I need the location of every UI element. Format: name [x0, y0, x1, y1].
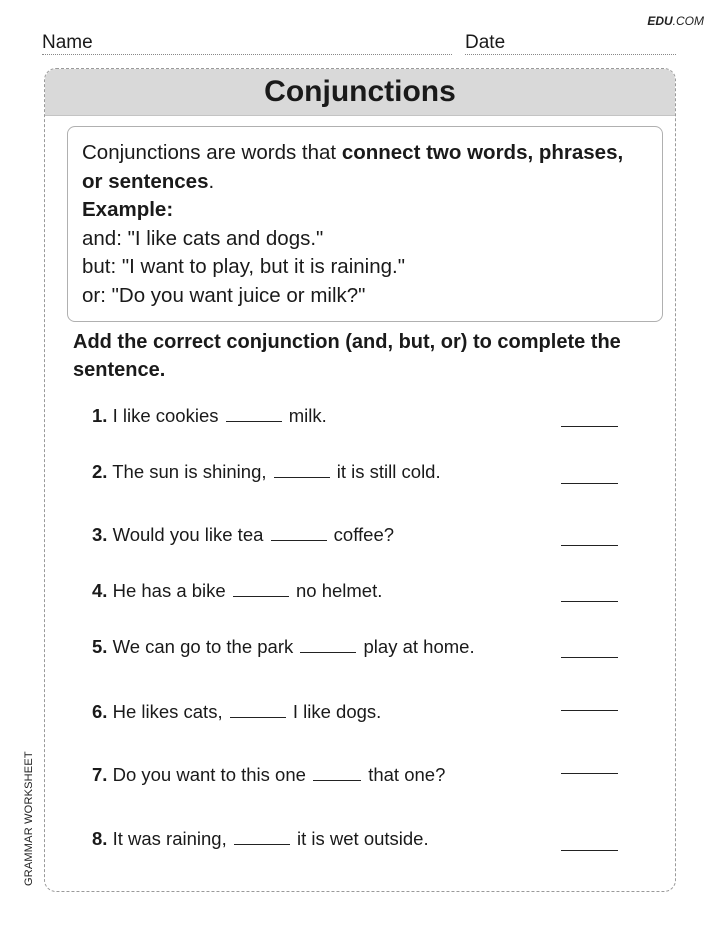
intro-plain: Conjunctions are words that [82, 141, 342, 164]
question-4: 4. He has a bike no helmet. [92, 580, 383, 601]
inline-blank[interactable] [274, 476, 330, 478]
inline-blank[interactable] [313, 779, 361, 781]
date-field[interactable] [465, 32, 676, 55]
inline-blank[interactable] [233, 595, 289, 597]
page-title: Conjunctions [264, 75, 456, 108]
inline-blank[interactable] [230, 716, 286, 718]
answer-line-5[interactable] [561, 656, 618, 658]
date-label: Date [465, 32, 506, 53]
example-or: or: "Do you want juice or milk?" [82, 283, 366, 307]
intro-definition [82, 139, 648, 196]
worksheet-card [44, 68, 676, 892]
side-label: GRAMMAR WORKSHEET [23, 751, 35, 886]
brand-edu: EDU [647, 14, 673, 28]
intro-end: . [208, 169, 215, 193]
name-field[interactable] [42, 32, 452, 55]
answer-line-6[interactable] [561, 709, 618, 711]
instruction: Add the correct conjunction (and, but, or) to complete the sentence. [73, 331, 621, 381]
answer-line-1[interactable] [561, 425, 618, 427]
question-8: 8. It was raining, it is wet outside. [92, 828, 429, 849]
answer-line-2[interactable] [561, 482, 618, 484]
question-7: 7. Do you want to this one that one? [92, 764, 446, 785]
answer-line-4[interactable] [561, 600, 618, 602]
name-label: Name [42, 32, 93, 53]
example-and: and: "I like cats and dogs." [82, 226, 324, 250]
question-2: 2. The sun is shining, it is still cold. [92, 461, 441, 482]
question-5: 5. We can go to the park play at home. [92, 636, 475, 657]
inline-blank[interactable] [300, 651, 356, 653]
answer-line-3[interactable] [561, 544, 618, 546]
example-label: Example: [82, 198, 174, 221]
inline-blank[interactable] [271, 539, 327, 541]
example-but: but: "I want to play, but it is raining." [82, 255, 405, 278]
intro-box [67, 126, 663, 322]
answer-line-8[interactable] [561, 849, 618, 851]
intro-bold: connect two words, phrases, or sentences [82, 141, 624, 193]
answer-line-7[interactable] [561, 772, 618, 774]
question-1: 1. I like cookies milk. [92, 405, 327, 426]
card-header [45, 69, 675, 116]
brand-com: .COM [672, 14, 704, 28]
inline-blank[interactable] [226, 420, 282, 422]
question-3: 3. Would you like tea coffee? [92, 524, 395, 545]
question-6: 6. He likes cats, I like dogs. [92, 701, 382, 722]
brand-logo [647, 14, 704, 28]
inline-blank[interactable] [234, 843, 290, 845]
